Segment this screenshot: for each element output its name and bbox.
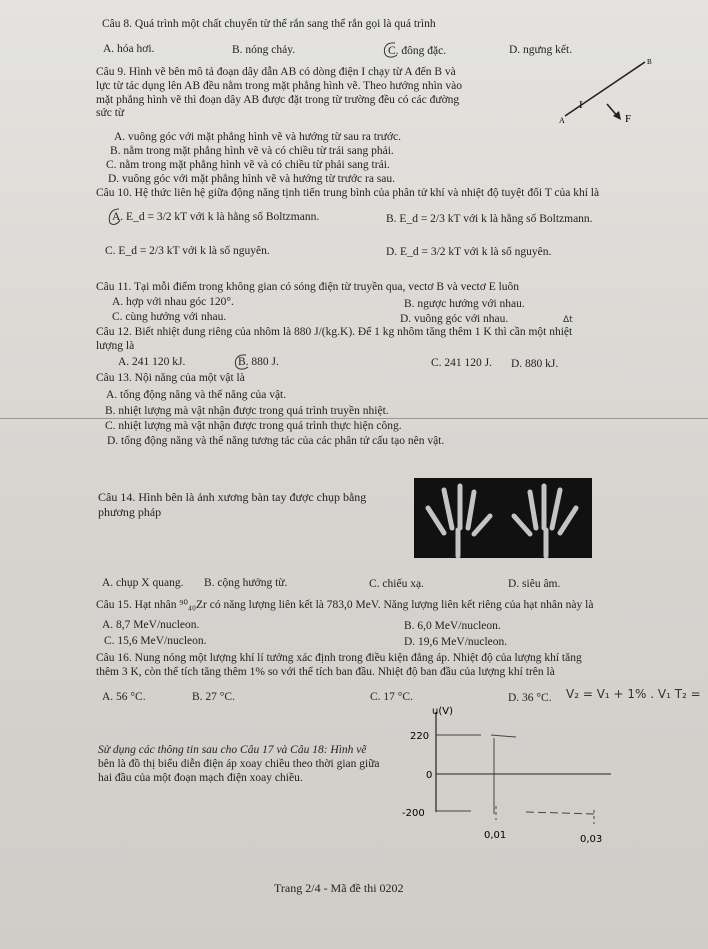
q16-option-d[interactable]: D. 36 °C. [508, 692, 552, 704]
graph-ttick-2: 0,03 [580, 834, 603, 845]
intro-line1: Sử dụng các thông tin sau cho Câu 17 và Câu 18: Hình vẽ [98, 744, 367, 756]
q16-option-a[interactable]: A. 56 °C. [102, 691, 146, 703]
q13-option-a[interactable]: A. tổng động năng và thế năng của vật. [106, 389, 287, 401]
page-footer: Trang 2/4 - Mã đề thi 0202 [274, 881, 404, 895]
q12-option-a[interactable]: A. 241 120 kJ. [118, 356, 186, 368]
q9-line1: Câu 9. Hình vẽ bên mô tả đoạn dây dẫn AB có dòng điện I chạy từ A đến B và [96, 66, 456, 78]
q8-option-a[interactable]: A. hóa hơi. [103, 43, 155, 55]
q15-stem: Câu 15. Hạt nhân ⁹⁰₄₀Zr có năng lượng liên kết là 783,0 MeV. Năng lượng liên kết riêng của hạt nhân này là [96, 599, 594, 611]
q12-option-c[interactable]: C. 241 120 J. [431, 357, 493, 369]
q10-answer-mark [107, 207, 123, 227]
q14-option-b[interactable]: B. cộng hưởng từ. [204, 577, 288, 589]
graph-min-level-2 [526, 812, 596, 814]
q9-option-d[interactable]: D. vuông góc với mặt phẳng hình vẽ và hướng từ trước ra sau. [108, 173, 396, 185]
graph-ylabel: u(V) [432, 706, 453, 717]
q12-option-d[interactable]: D. 880 kJ. [511, 358, 559, 370]
q10-option-c[interactable]: C. E_d = 2/3 kT với k là số nguyên. [105, 245, 270, 257]
q16-handwritten-note: V₂ = V₁ + 1% . V₁ T₂ = [566, 687, 701, 701]
q16-line1: Câu 16. Nung nóng một lượng khí lí tưởng xác định trong điều kiện đẳng áp. Nhiệt độ của lượng khí tăng [96, 652, 582, 664]
q11-option-b[interactable]: B. ngược hướng với nhau. [404, 298, 525, 310]
q8-stem: Câu 8. Quá trình một chất chuyển từ thể rắn sang thể rắn gọi là quá trình [102, 18, 436, 30]
q12-line1: Câu 12. Biết nhiệt dung riêng của nhôm là 880 J/(kg.K). Để 1 kg nhôm tăng thêm 1 K thì cần một nhiệt [96, 326, 573, 338]
q14-line1: Câu 14. Hình bên là ảnh xương bàn tay được chụp bằng [98, 490, 367, 504]
intro-line2: bên là đồ thị biểu diễn điện áp xoay chiều theo thời gian giữa [98, 758, 380, 770]
wire-ab [565, 62, 645, 116]
q15-option-d[interactable]: D. 19,6 MeV/nucleon. [404, 636, 508, 648]
voltage-time-graph [396, 702, 626, 860]
q8-answer-circle [381, 40, 401, 60]
q11-option-c[interactable]: C. cùng hướng với nhau. [112, 311, 227, 323]
q9-line4: sức từ [96, 107, 125, 119]
graph-max-level-2 [491, 735, 516, 737]
q11-option-d[interactable]: D. vuông góc với nhau. [400, 313, 509, 325]
q9-line3: mặt phẳng hình vẽ thì đoạn dây AB được đặt trong từ trường đều có các đường [96, 94, 460, 106]
q12-line2: lượng là [96, 340, 135, 352]
intro-line3: hai đầu của một đoạn mạch điện xoay chiều. [98, 772, 303, 784]
xray-hands-image [414, 478, 592, 558]
q14-option-c[interactable]: C. chiếu xạ. [369, 578, 424, 590]
q15-option-b[interactable]: B. 6,0 MeV/nucleon. [404, 620, 501, 632]
q14-option-a[interactable]: A. chụp X quang. [102, 577, 184, 589]
q16-option-c[interactable]: C. 17 °C. [370, 691, 413, 703]
q16-line2: thêm 3 K, còn thể tích tăng thêm 1% so với thể tích ban đầu. Nhiệt độ ban đầu của lượng khí trên là [96, 666, 555, 678]
q13-stem: Câu 13. Nội năng của một vật là [96, 372, 245, 384]
q14-line2: phương pháp [98, 505, 162, 519]
graph-ttick-1: 0,01 [484, 830, 507, 841]
q11-stem: Câu 11. Tại mỗi điểm trong không gian có sóng điện từ truyền qua, vectơ B và vectơ E luôn [96, 281, 520, 293]
q12-handwritten-note: Δt [563, 315, 573, 325]
q8-option-b[interactable]: B. nóng chảy. [232, 44, 296, 56]
q8-option-d[interactable]: D. ngưng kết. [509, 44, 573, 56]
q11-option-a[interactable]: A. hợp với nhau góc 120°. [112, 296, 234, 308]
q12-answer-circle [232, 352, 252, 372]
q9-option-b[interactable]: B. nằm trong mặt phẳng hình vẽ và có chiều từ trái sang phải. [110, 145, 394, 157]
q15-option-c[interactable]: C. 15,6 MeV/nucleon. [104, 635, 207, 647]
q9-option-a[interactable]: A. vuông góc với mặt phẳng hình vẽ và hướng từ sau ra trước. [114, 131, 402, 143]
q10-option-a[interactable]: A. E_d = 3/2 kT với k là hằng số Boltzmann. [112, 211, 320, 223]
q13-option-c[interactable]: C. nhiệt lượng mà vật nhận được trong quá trình thực hiện công. [105, 420, 402, 432]
q9-line2: lực từ tác dụng lên AB đều nằm trong mặt phẳng hình vẽ. Theo hướng nhìn vào [96, 80, 462, 92]
fig-label-a: A [559, 116, 565, 125]
q14-option-d[interactable]: D. siêu âm. [508, 578, 561, 590]
q12-option-b[interactable]: B. 880 J. [238, 356, 279, 368]
q10-option-d[interactable]: D. E_d = 3/2 kT với k là số nguyên. [386, 246, 552, 258]
q9-option-c[interactable]: C. nằm trong mặt phẳng hình vẽ và có chiều từ phải sang trái. [106, 159, 390, 171]
q16-option-b[interactable]: B. 27 °C. [192, 691, 235, 703]
fold-line [0, 418, 708, 419]
graph-ytick-bottom: -200 [402, 808, 425, 819]
fig-label-b: B [647, 58, 652, 66]
fig-label-f: F [625, 113, 632, 125]
graph-ytick-top: 220 [410, 731, 430, 742]
q13-option-d[interactable]: D. tổng động năng và thế năng tương tác của các phân tử cấu tạo nên vật. [107, 435, 445, 447]
fig-label-i: I [579, 99, 583, 111]
graph-ytick-zero: 0 [426, 770, 433, 781]
q13-option-b[interactable]: B. nhiệt lượng mà vật nhận được trong quá trình truyền nhiệt. [105, 405, 389, 417]
q10-stem: Câu 10. Hệ thức liên hệ giữa động năng tịnh tiến trung bình của phân tử khí và nhiệt độ tuyệt đối T của khí là [96, 187, 600, 199]
q8-option-c[interactable]: C. đông đặc. [388, 45, 447, 57]
q10-option-b[interactable]: B. E_d = 2/3 kT với k là hằng số Boltzmann. [386, 213, 593, 225]
q15-option-a[interactable]: A. 8,7 MeV/nucleon. [102, 619, 200, 631]
q9-wire-figure [555, 56, 675, 136]
